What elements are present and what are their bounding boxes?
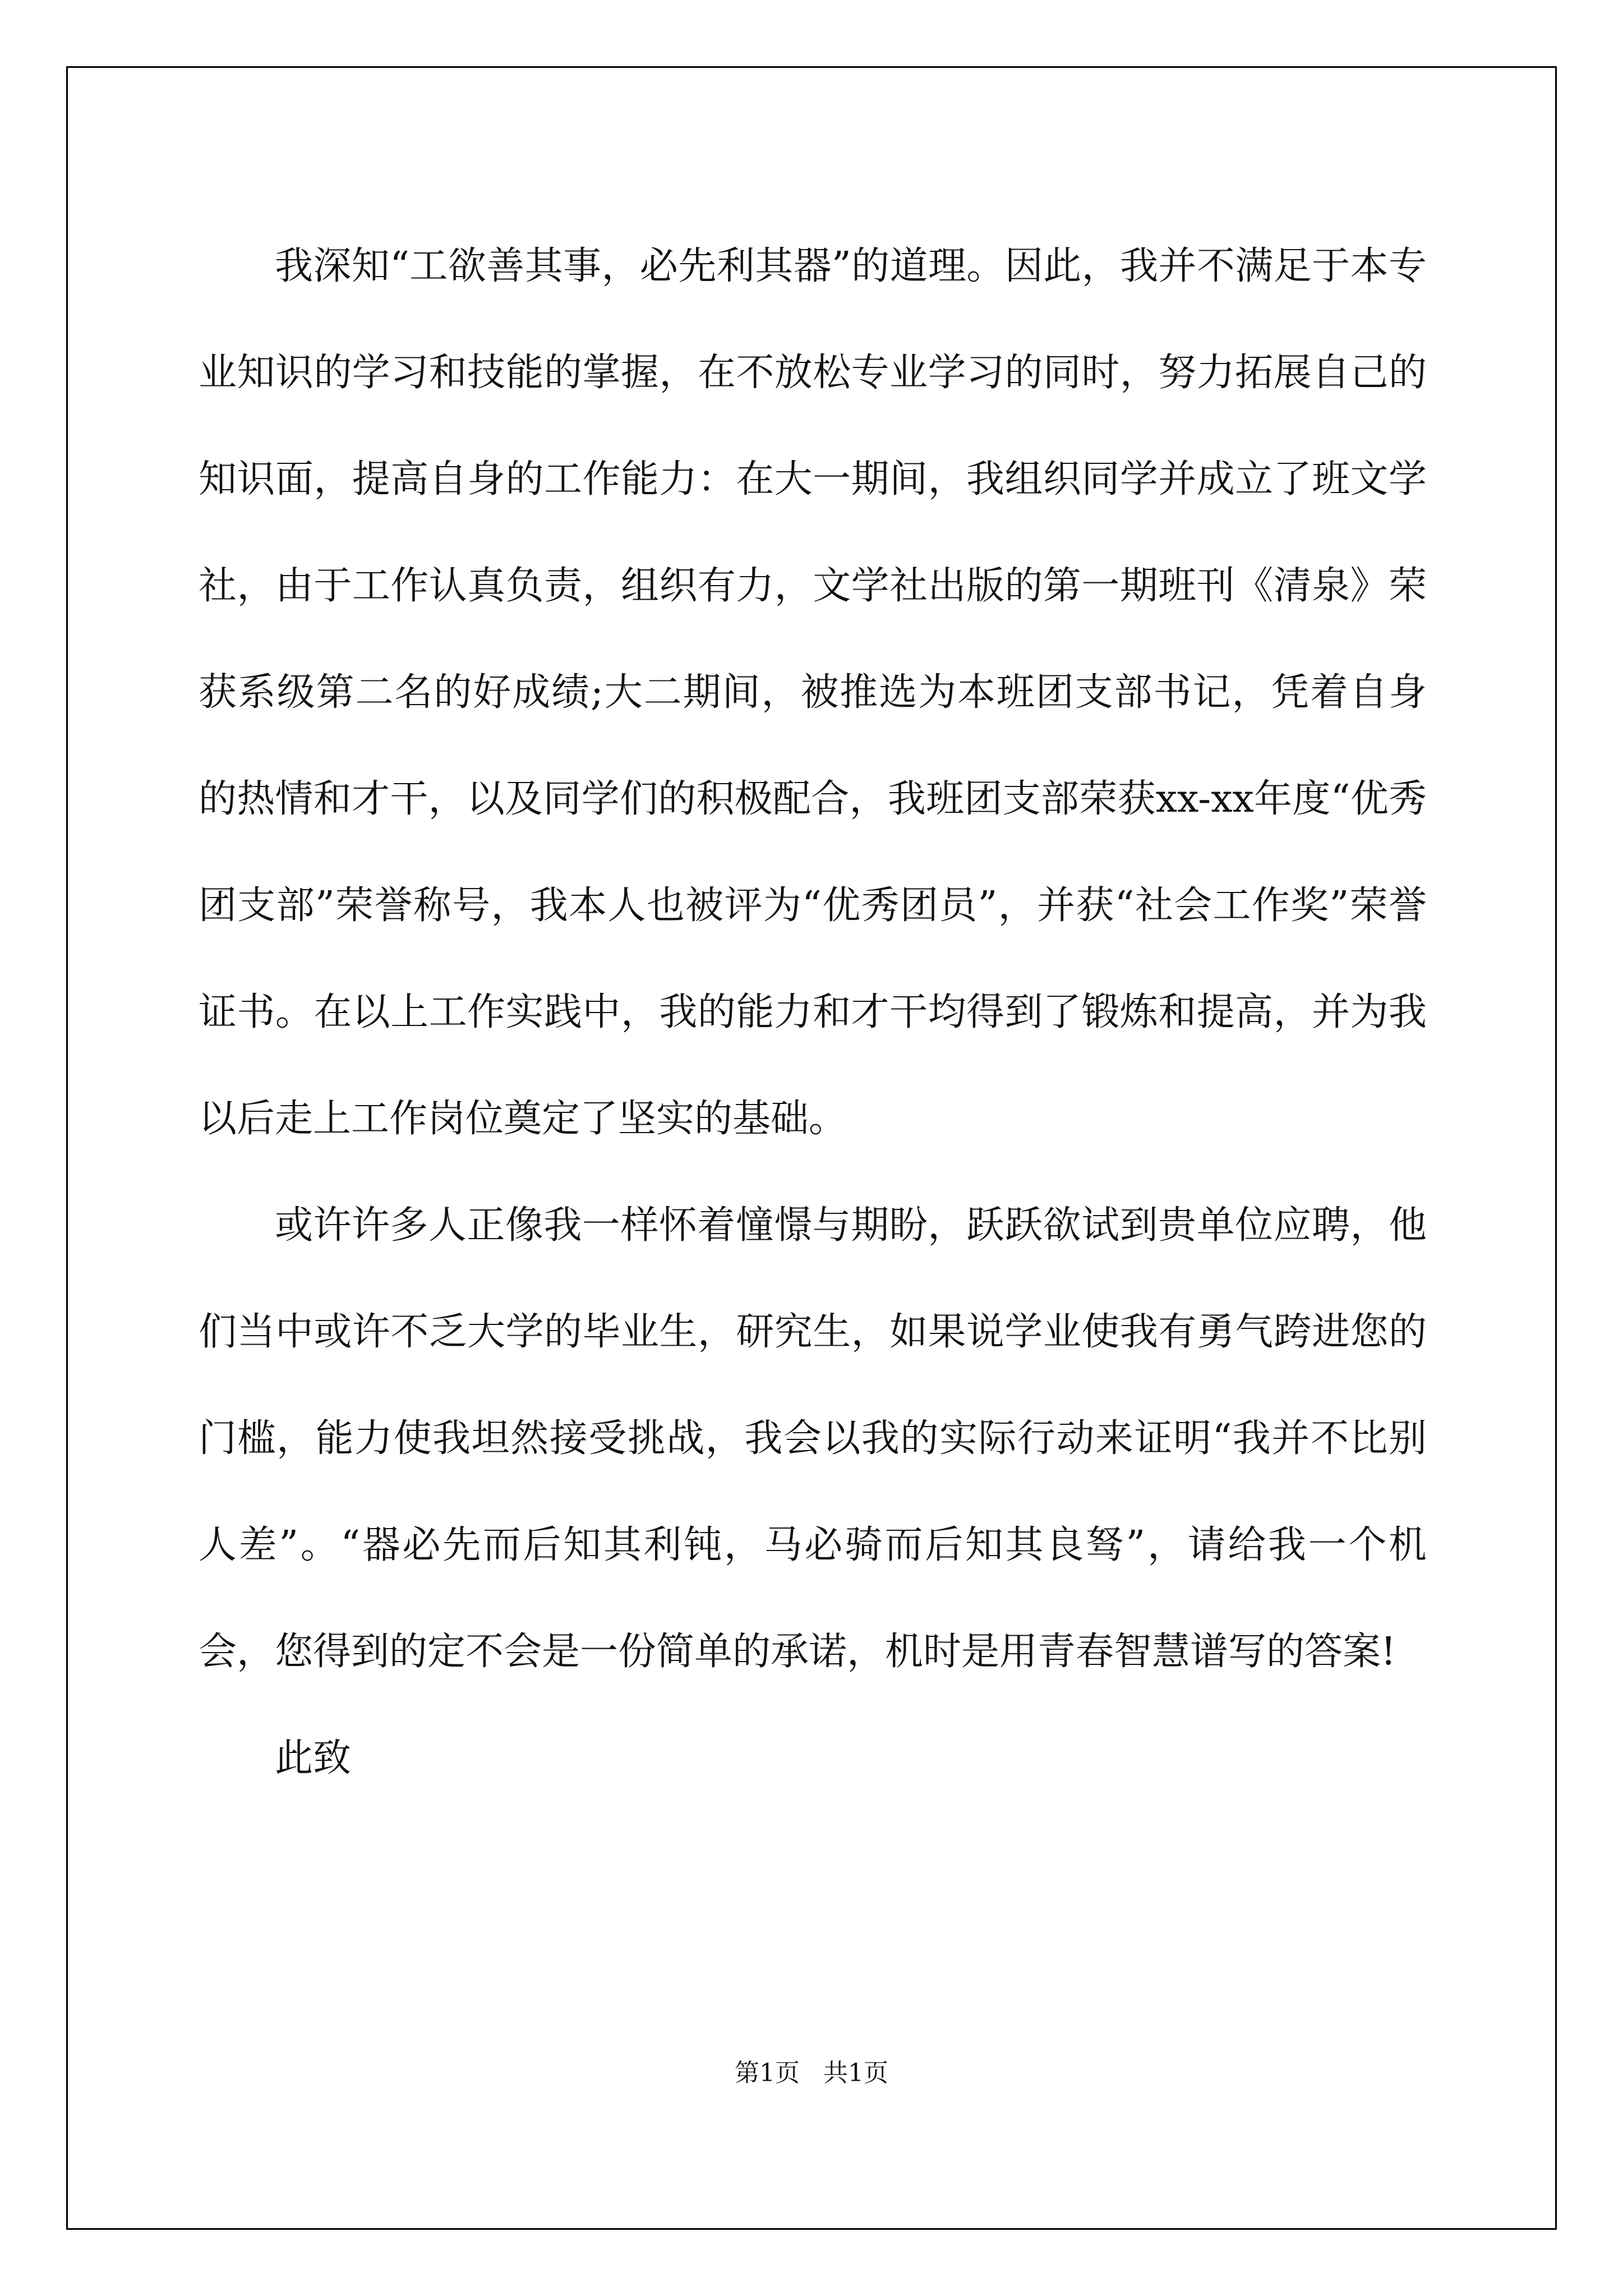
paragraph-1: 我深知“工欲善其事，必先利其器”的道理。因此，我并不满足于本专业知识的学习和技能的掌握，在不放松专业学习的同时，努力拓展自己的知识面，提高自身的工作能力：在大一期间，我组织同学并成立了班文学社，由于工作认真负责，组织有力，文学社出版的第一期班刊《清泉》荣获系级第二名的好成绩;大二期间，被推选为本班团支部书记，凭着自身的热情和才干，以及同学们的积极配合，我班团支部荣获xx-xx年度“优秀团支部”荣誉称号，我本人也被评为“优秀团员”，并获“社会工作奖”荣誉证书。在以上工作实践中，我的能力和才干均得到了锻炼和提高，并为我以后走上工作岗位奠定了坚实的基础。	[199, 244, 1427, 1141]
document-body	[199, 213, 1427, 1812]
paragraph-2: 或许许多人正像我一样怀着憧憬与期盼，跃跃欲试到贵单位应聘，他们当中或许不乏大学的毕业生，研究生，如果说学业使我有勇气跨进您的门槛，能力使我坦然接受挑战，我会以我的实际行动来证明“我并不比别人差”。“器必先而后知其利钝，马必骑而后知其良驽”，请给我一个机会，您得到的定不会是一份简单的承诺，机时是用青春智慧谱写的答案!	[199, 1203, 1427, 1674]
closing-salutation: 此致	[275, 1736, 352, 1780]
page-footer: 第1页 共1页	[735, 2059, 888, 2087]
